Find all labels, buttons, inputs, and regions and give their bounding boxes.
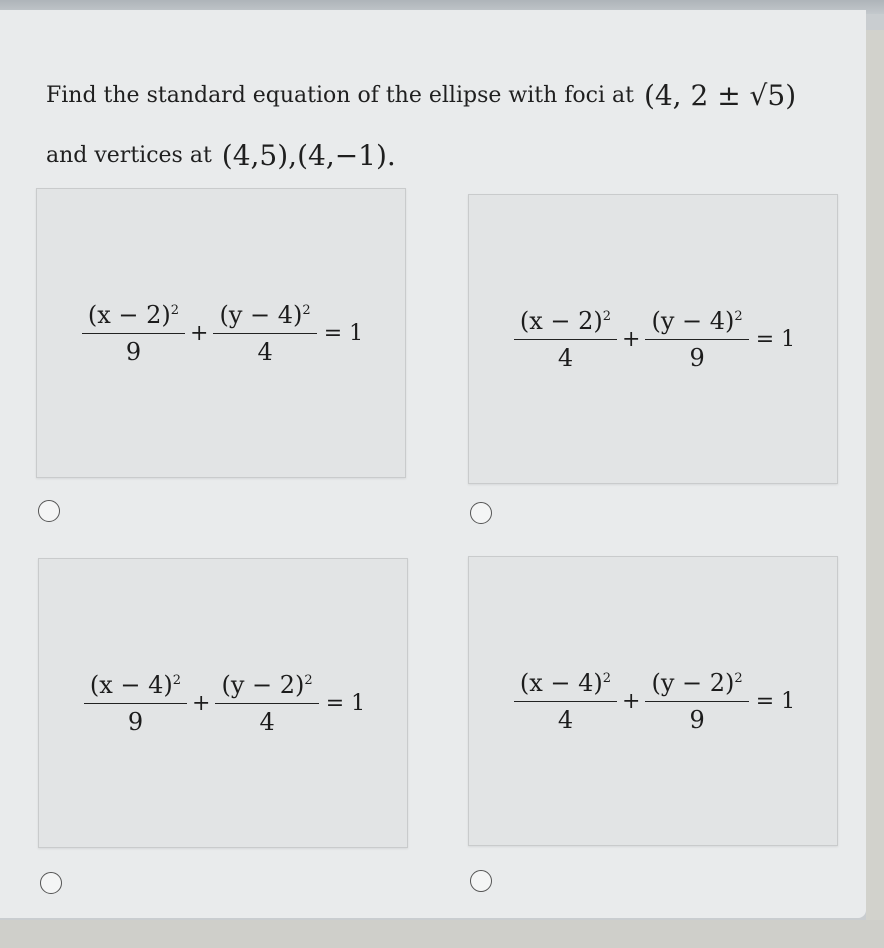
option-a-formula [37,189,405,477]
fraction-2 [645,307,748,372]
option-c-formula [39,559,407,847]
option-d-radio[interactable] [470,870,492,892]
numerator-1: (x − 2) [519,306,603,335]
exponent: 2 [734,308,743,324]
numerator-2: (y − 4) [651,306,735,335]
exponent: 2 [602,670,612,686]
equals-one: = 1 [325,690,366,716]
option-card-b[interactable] [468,194,838,484]
fraction-1 [514,669,617,734]
option-a-radio[interactable] [38,500,60,522]
numerator-1: (x − 4) [519,668,603,697]
denominator-1: 4 [557,705,574,734]
option-b-radio[interactable] [470,502,492,524]
numerator-2: (y − 2) [651,668,735,697]
question-line-2: and vertices at [46,143,212,168]
plus-sign: + [622,326,641,352]
option-b-formula [469,195,837,483]
option-card-a[interactable] [36,188,406,478]
page-bottom-edge [0,920,884,948]
question-line-1: Find the standard equation of the ellipse with foci at [46,83,634,108]
exponent: 2 [602,308,612,324]
plus-sign: + [190,320,209,346]
denominator-2: 9 [689,343,705,372]
equals-one: = 1 [755,326,796,352]
question-text [46,66,846,186]
denominator-2: 4 [259,707,275,736]
denominator-2: 4 [257,337,273,366]
option-d-formula [469,557,837,845]
exponent: 2 [304,672,313,688]
fraction-2 [213,301,316,366]
page-right-edge [866,30,884,930]
plus-sign: + [622,688,641,714]
option-card-d[interactable] [468,556,838,846]
fraction-1 [514,307,617,372]
quiz-page [0,10,866,918]
fraction-1 [84,671,187,736]
fraction-1 [82,301,185,366]
exponent: 2 [302,302,311,318]
denominator-1: 4 [557,343,574,372]
option-card-c[interactable] [38,558,408,848]
denominator-1: 9 [125,337,142,366]
foci-expression: (4, 2 ± √5) [643,79,797,112]
numerator-1: (x − 4) [89,670,173,699]
vertices-expression: (4,5),(4,−1). [221,139,396,172]
plus-sign: + [192,690,211,716]
numerator-2: (y − 2) [221,670,305,699]
exponent: 2 [170,302,180,318]
fraction-2 [215,671,318,736]
denominator-2: 9 [689,705,705,734]
numerator-1: (x − 2) [87,300,171,329]
numerator-2: (y − 4) [219,300,303,329]
denominator-1: 9 [127,707,144,736]
exponent: 2 [734,670,743,686]
exponent: 2 [172,672,182,688]
fraction-2 [645,669,748,734]
equals-one: = 1 [755,688,796,714]
equals-one: = 1 [323,320,364,346]
option-c-radio[interactable] [40,872,62,894]
